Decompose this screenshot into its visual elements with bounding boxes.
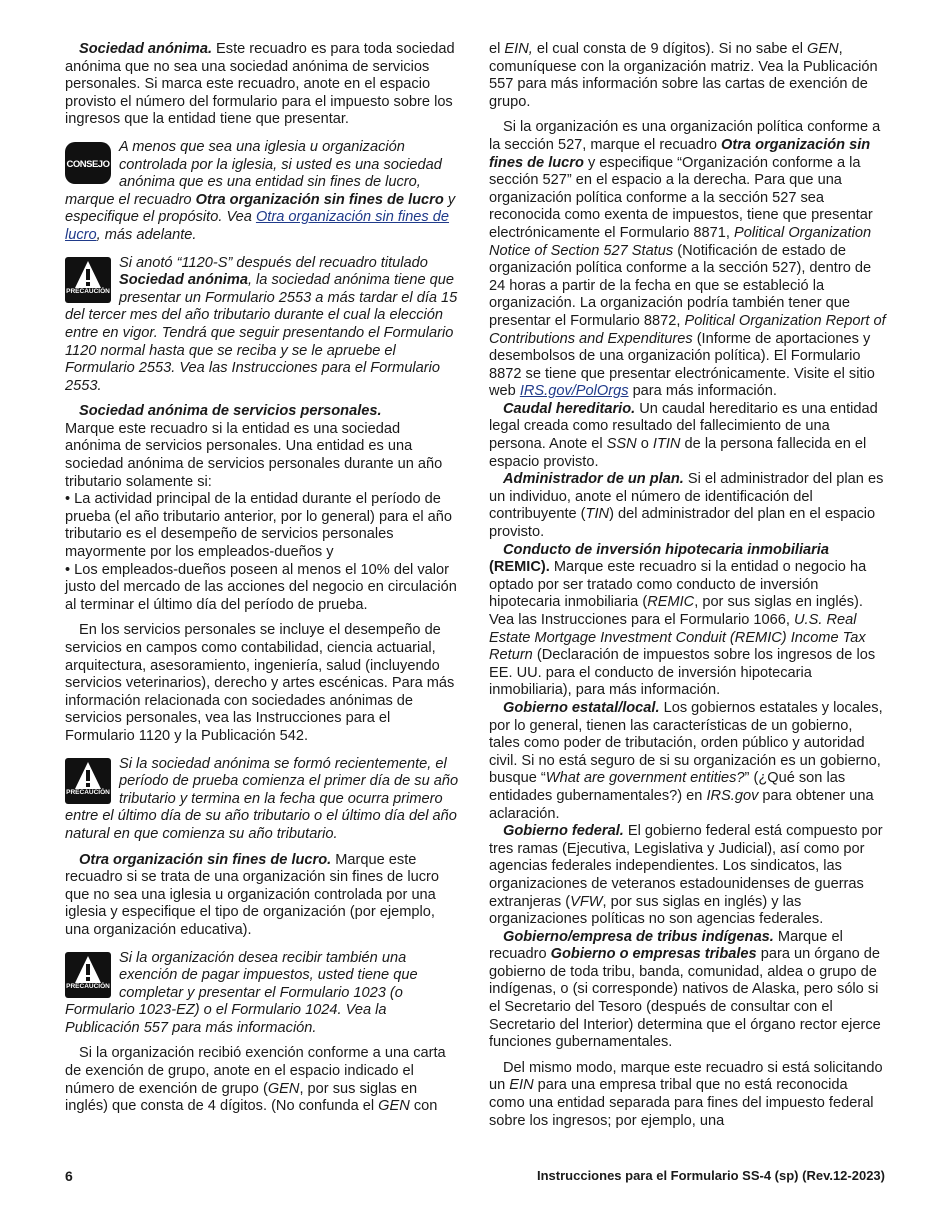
remic-heading-2: (REMIC). bbox=[489, 559, 550, 576]
caudal-italic-2: ITIN bbox=[652, 436, 681, 453]
estatal-italic-1: What are government entities? bbox=[545, 770, 745, 787]
admin-heading: Administrador de un plan. bbox=[503, 471, 684, 488]
caution-note-3 bbox=[65, 950, 460, 1038]
footer-title: Instrucciones para el Formulario SS-4 (sp) (Rev.12-2023) bbox=[537, 1168, 885, 1183]
tip-text-2: y especifique el propósito. Vea bbox=[65, 191, 456, 226]
mismo-modo-paragraph bbox=[489, 1060, 886, 1130]
tribus-bold: Gobierno o empresas tribales bbox=[550, 946, 757, 963]
admin-paragraph bbox=[489, 471, 886, 541]
caution-icon bbox=[65, 257, 111, 303]
caudal-text-1: Un caudal hereditario es una entidad legal creada como resultado del fallecimiento de una persona. Anote el bbox=[489, 400, 878, 453]
mismo-italic-1: EIN bbox=[509, 1077, 534, 1094]
caudal-text-3: de la persona fallecida en el espacio provisto. bbox=[489, 436, 867, 470]
remic-text-3: (Declaración de impuestos sobre los ingresos de los EE. UU. para el conducto de inversión hipotecaria inmobiliaria), para más información. bbox=[489, 647, 876, 699]
remic-italic-1: REMIC bbox=[647, 594, 695, 611]
sasp-bullet-1: • La actividad principal de la entidad durante el período de prueba (el año tributario anterior, por lo general) para el año tributario es el desempeño de servicios personales mayormente por los empleados-dueños y bbox=[65, 491, 452, 561]
caudal-text-2: o bbox=[636, 436, 653, 453]
gen-cont-italic-1: EIN, bbox=[504, 41, 533, 57]
tip-text-1: A menos que sea una iglesia u organización controlada por la iglesia, si usted es una sociedad anónima que es una entidad sin fines de lucro, marque el recuadro bbox=[65, 138, 442, 208]
caution1-bold: Sociedad anónima bbox=[119, 272, 248, 289]
politica-bold: Otra organización sin fines de lucro bbox=[489, 136, 871, 171]
remic-heading: Conducto de inversión hipotecaria inmobiliaria bbox=[503, 541, 829, 558]
tip-text-3: , más adelante. bbox=[96, 226, 197, 243]
politica-text-4: (Informe de aportaciones y desembolsos de una organización política). El Formulario 8872 se tiene que presentar electrónicamente. Visite el sitio web bbox=[489, 330, 875, 400]
politica-text-1: Si la organización es una organización política conforme a la sección 527, marque el recuadro bbox=[489, 119, 881, 153]
remic-italic-2: U.S. Real Estate Mortgage Investment Conduit (REMIC) Income Tax Return bbox=[489, 612, 866, 664]
politica-text-3: (Notificación de estado de organización política conforme a la sección 527), dentro de 24 horas a partir de la fecha en que se estableció la organización. La organización podría también tener que presentar el Formulario 8872, bbox=[489, 242, 872, 329]
gen-text-2: , por sus siglas en inglés) que consta de 4 dígitos. (No confunda el bbox=[65, 1080, 418, 1115]
gen-cont-italic-2: GEN bbox=[807, 41, 839, 57]
mismo-text-1: Del mismo modo, marque este recuadro si está solicitando un bbox=[489, 1059, 883, 1094]
servicios-personales-paragraph: En los servicios personales se incluye el desempeño de servicios en campos como contabilidad, ciencia actuarial, arquitectura, asesoramiento, ingeniería, salud (incluyendo servicios veterinarios), derecho y artes escénicas. Para más información relacionada con sociedades anónimas de servicios personales, vea las Instrucciones para el Formulario 1120 y la Publicación 542. bbox=[65, 622, 455, 744]
consejo-icon-label: CONSEJO bbox=[66, 158, 110, 170]
tip-note bbox=[65, 139, 460, 245]
left-column bbox=[65, 41, 460, 1116]
tribus-heading: Gobierno/empresa de tribus indígenas. bbox=[503, 928, 774, 945]
admin-text-2: ) del administrador del plan en el espacio provisto. bbox=[489, 506, 876, 541]
sasp-heading: Sociedad anónima de servicios personales. bbox=[79, 403, 382, 420]
sociedad-anonima-paragraph bbox=[65, 41, 460, 129]
remic-text-1: Marque este recuadro si la entidad o negocio ha optado por ser tratado como conducto de inversión hipotecaria inmobiliaria ( bbox=[489, 559, 867, 611]
sasp-heading-line bbox=[65, 403, 460, 421]
tribus-paragraph bbox=[489, 929, 886, 1052]
sasp-bullet-2-text: Los empleados-dueños poseen al menos el 10% del valor justo del mercado de las acciones del negocio en circulación al terminar el último día del período de prueba. bbox=[65, 561, 457, 613]
consejo-icon bbox=[65, 142, 111, 184]
estatal-heading: Gobierno estatal/local. bbox=[503, 699, 660, 716]
caution-icon-label: PRECAUCIÓN bbox=[66, 982, 110, 990]
sociedad-anonima-text: Este recuadro es para toda sociedad anónima que no sea una sociedad anónima de servicios personales. Si marca este recuadro, anote en el espacio provisto el número del formulario para el impuesto sobre los ingresos que la entidad tiene que presentar. bbox=[65, 41, 455, 128]
caudal-paragraph bbox=[489, 401, 886, 471]
federal-text-2: , por sus siglas en inglés) y las organizaciones políticas no son agencias federales. bbox=[489, 893, 824, 928]
tribus-text-2: para un órgano de gobierno de toda tribu, banda, comunidad, aldea o grupo de indígenas, o (si corresponde) nativos de Alaska, pero sólo si el Secretario del Tesoro (después de consultar con el Secretario del Interior) determina que el órgano rector ejerce funciones gubernamentales. bbox=[489, 946, 881, 1051]
sasp-bullet-2: • Los empleados-dueños poseen al menos el 10% del valor justo del mercado de las acciones del negocio en circulación al terminar el último día del período de prueba. bbox=[65, 561, 457, 613]
federal-text-1: El gobierno federal está compuesto por tres ramas (Ejecutiva, Legislativa y Judicial), así como por agencias federales independientes. Los sindicatos, las organizaciones de veteranos estadounidenses de guerras extranjeras ( bbox=[489, 823, 883, 910]
page-number: 6 bbox=[65, 1168, 73, 1184]
tribus-text-1: Marque el recuadro bbox=[489, 928, 843, 963]
otra-organizacion-link[interactable]: Otra organización sin fines de lucro bbox=[65, 209, 450, 243]
gen-text-1: Si la organización recibió exención conforme a una carta de exención de grupo, anote en el espacio indicado el número de exención de grupo ( bbox=[65, 1045, 446, 1097]
caution-icon-label: PRECAUCIÓN bbox=[66, 788, 110, 796]
remic-paragraph bbox=[489, 559, 886, 700]
caution2-text: Si la sociedad anónima se formó recientemente, el período de prueba comienza el primer día de su año tributario y termina en la fecha que ocurra primero entre el último día de su año tributario o el último día del año natural en que comienza su año tributario. bbox=[65, 755, 459, 842]
remic-text-2: , por sus siglas en inglés). Vea las Instrucciones para el Formulario 1066, bbox=[489, 594, 863, 628]
gen-cont-text-3: , comuníquese con la organización matriz. Vea la Publicación 557 para más información sobre las cartas de exención de grupo. bbox=[489, 41, 878, 110]
sasp-bullet-1-text: La actividad principal de la entidad durante el período de prueba (el año tributario anterior, por lo general) para el año tributario es el desempeño de servicios personales mayormente por los empleados-dueños y bbox=[65, 491, 452, 561]
admin-italic-1: TIN bbox=[585, 506, 610, 523]
gen-cont-text-2: el cual consta de 9 dígitos). Si no sabe el bbox=[532, 41, 808, 57]
admin-text-1: Si el administrador del plan es un individuo, anote el número de identificación del contribuyente ( bbox=[489, 471, 884, 523]
estatal-text-1: Los gobiernos estatales y locales, por lo general, tienen las características de un gobierno, tales como poder de tributación, orden público y autoridad civil. Si no está seguro de si su organización es un gobierno, busque “ bbox=[489, 699, 883, 787]
caudal-heading: Caudal hereditario. bbox=[503, 400, 636, 417]
gen-italic-1: GEN bbox=[267, 1080, 300, 1097]
gen-cont-text-1: el bbox=[489, 41, 505, 57]
estatal-text-3: para obtener una aclaración. bbox=[489, 787, 874, 822]
gen-continuation-paragraph bbox=[489, 41, 886, 111]
politica-text-5: para más información. bbox=[628, 383, 777, 400]
gen-text-3: con bbox=[409, 1098, 438, 1115]
estatal-paragraph bbox=[489, 700, 886, 823]
otra-organizacion-heading: Otra organización sin fines de lucro. bbox=[79, 851, 332, 868]
tip-bold: Otra organización sin fines de lucro bbox=[195, 191, 444, 208]
politica-text-2: y especifique “Organización conforme a la sección 527” en el espacio a la derecha. Para que una organización política conforme a la sección 527 sea reconocida como exenta de impuestos, tiene que presentar electrónicamente el Formulario 8871, bbox=[489, 154, 873, 241]
caudal-italic-1: SSN bbox=[606, 436, 637, 453]
caution-note-1 bbox=[65, 255, 460, 396]
remic-heading-line bbox=[489, 542, 886, 560]
sasp-text: Marque este recuadro si la entidad es una sociedad anónima de servicios personales. Una entidad es una sociedad anónima de servicios personales durante un año tributario solamente si: bbox=[65, 420, 443, 490]
caution1-text-2: , la sociedad anónima tiene que presentar un Formulario 2553 a más tardar el día 15 del tercer mes del año tributario durante el cual la elección entre en vigor. Tendrá que seguir presentando el Formulario 1120 normal hasta que se reciba y se le apruebe el Formulario 2553. Vea las Instrucciones para el Formulario 2553. bbox=[65, 272, 458, 394]
caution-icon-label: PRECAUCIÓN bbox=[66, 287, 110, 295]
estatal-italic-2: IRS.gov bbox=[706, 787, 759, 804]
sociedad-anonima-heading: Sociedad anónima. bbox=[79, 41, 212, 57]
gen-italic-2: GEN bbox=[378, 1098, 410, 1115]
irs-polorgs-link[interactable]: IRS.gov/PolOrgs bbox=[519, 383, 629, 400]
caution-note-2 bbox=[65, 756, 460, 844]
politica-paragraph bbox=[489, 119, 886, 401]
otra-organizacion-text: Marque este recuadro si se trata de una organización sin fines de lucro que no sea una iglesia u organización controlada por una iglesia y especifique el tipo de organización (por ejemplo, una organización educativa). bbox=[65, 851, 439, 938]
federal-italic-1: VFW bbox=[570, 893, 603, 910]
right-column bbox=[489, 41, 886, 1130]
politica-italic-1: Political Organization Notice of Section 527 Status bbox=[489, 224, 872, 259]
federal-paragraph bbox=[489, 823, 886, 929]
caution3-text: Si la organización desea recibir también una exención de pagar impuestos, usted tiene que completar y presentar el Formulario 1023 (o Formulario 1023-EZ) o el Formulario 1024. Vea la Publicación 557 para más información. bbox=[65, 949, 418, 1036]
caution-icon bbox=[65, 952, 111, 998]
gen-paragraph bbox=[65, 1045, 460, 1115]
mismo-text-2: para una empresa tribal que no está reconocida como una entidad separada para fines del impuesto federal sobre los ingresos; por ejemplo, una bbox=[489, 1077, 874, 1129]
caution1-text-1: Si anotó “1120-S” después del recuadro titulado bbox=[119, 254, 428, 271]
politica-italic-2: Political Organization Report of Contributions and Expenditures bbox=[489, 312, 886, 347]
estatal-text-2: ” (¿Qué son las entidades gubernamentales?) en bbox=[489, 770, 846, 804]
caution-icon bbox=[65, 758, 111, 804]
federal-heading: Gobierno federal. bbox=[503, 823, 624, 840]
otra-organizacion-paragraph bbox=[65, 852, 460, 940]
